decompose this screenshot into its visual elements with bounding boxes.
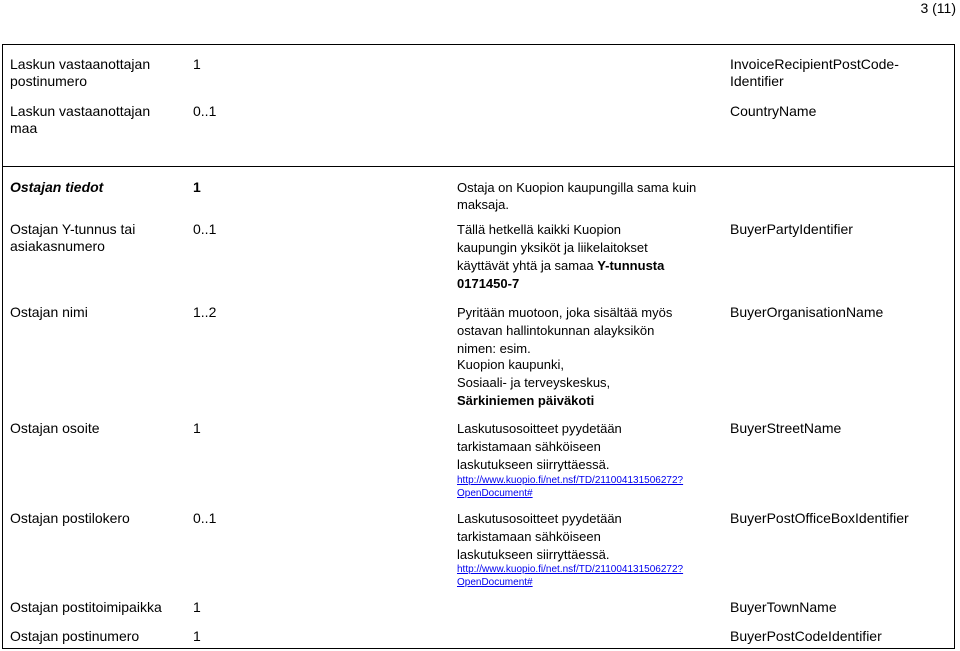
description: Pyritään muotoon, joka sisältää myös [457,305,673,320]
field-label: Ostajan postinumero [10,628,140,644]
description: maksaja. [457,197,510,212]
business-id: 0171450-7 [457,276,520,291]
description: Laskutusosoitteet pyydetään [457,421,622,436]
field-label: postinumero [10,73,88,89]
description: Särkiniemen päiväkoti [457,393,595,408]
field-label: asiakasnumero [10,238,105,254]
address-link[interactable]: http://www.kuopio.fi/net.nsf/TD/211004131506272? [457,475,684,486]
cardinality: 1 [193,420,201,436]
xml-element: BuyerPostOfficeBoxIdentifier [730,510,909,526]
page-number: 3 (11) [920,0,956,16]
description: nimen: esim. [457,341,531,356]
address-link[interactable]: http://www.kuopio.fi/net.nsf/TD/211004131506272? [457,564,684,575]
description: laskutukseen siirryttäessä. [457,547,610,562]
cardinality: 0..1 [193,221,217,237]
description: Laskutusosoitteet pyydetään [457,511,622,526]
xml-element: BuyerOrganisationName [730,304,884,320]
xml-element: Identifier [730,73,784,89]
description: Sosiaali- ja terveyskeskus, [457,375,611,390]
field-label: maa [10,120,38,136]
field-label: Laskun vastaanottajan [10,103,151,119]
cardinality: 0..1 [193,510,217,526]
field-label: Ostajan nimi [10,304,88,320]
table-divider [2,166,955,167]
cardinality: 1 [193,56,201,72]
description: Kuopion kaupunki, [457,357,564,372]
field-label: Laskun vastaanottajan [10,56,151,72]
xml-element: BuyerTownName [730,599,837,615]
description-emphasis: Y-tunnusta [597,258,665,273]
cardinality: 1 [193,179,201,195]
address-link[interactable]: OpenDocument# [457,488,533,499]
field-label: Ostajan postitoimipaikka [10,599,162,615]
description [457,257,664,274]
field-label: Ostajan Y-tunnus tai [10,221,136,237]
description-text: käyttävät yhtä ja samaa [457,258,598,273]
field-label: Ostajan osoite [10,420,100,436]
xml-element: InvoiceRecipientPostCode- [730,56,899,72]
field-label: Ostajan postilokero [10,510,130,526]
description: ostavan hallintokunnan alayksikön [457,323,655,338]
xml-element: BuyerStreetName [730,420,842,436]
cardinality: 1 [193,628,201,644]
description: kaupungin yksiköt ja liikelaitokset [457,240,648,255]
xml-element: BuyerPostCodeIdentifier [730,628,882,644]
cardinality: 0..1 [193,103,217,119]
cardinality: 1 [193,599,201,615]
section-heading: Ostajan tiedot [10,179,104,195]
xml-element: BuyerPartyIdentifier [730,221,853,237]
xml-element: CountryName [730,103,817,119]
cardinality: 1..2 [193,304,217,320]
description: laskutukseen siirryttäessä. [457,457,610,472]
address-link[interactable]: OpenDocument# [457,577,533,588]
description: Tällä hetkellä kaikki Kuopion [457,222,622,237]
description: tarkistamaan sähköiseen [457,439,601,454]
description: Ostaja on Kuopion kaupungilla sama kuin [457,180,697,195]
description: tarkistamaan sähköiseen [457,529,601,544]
